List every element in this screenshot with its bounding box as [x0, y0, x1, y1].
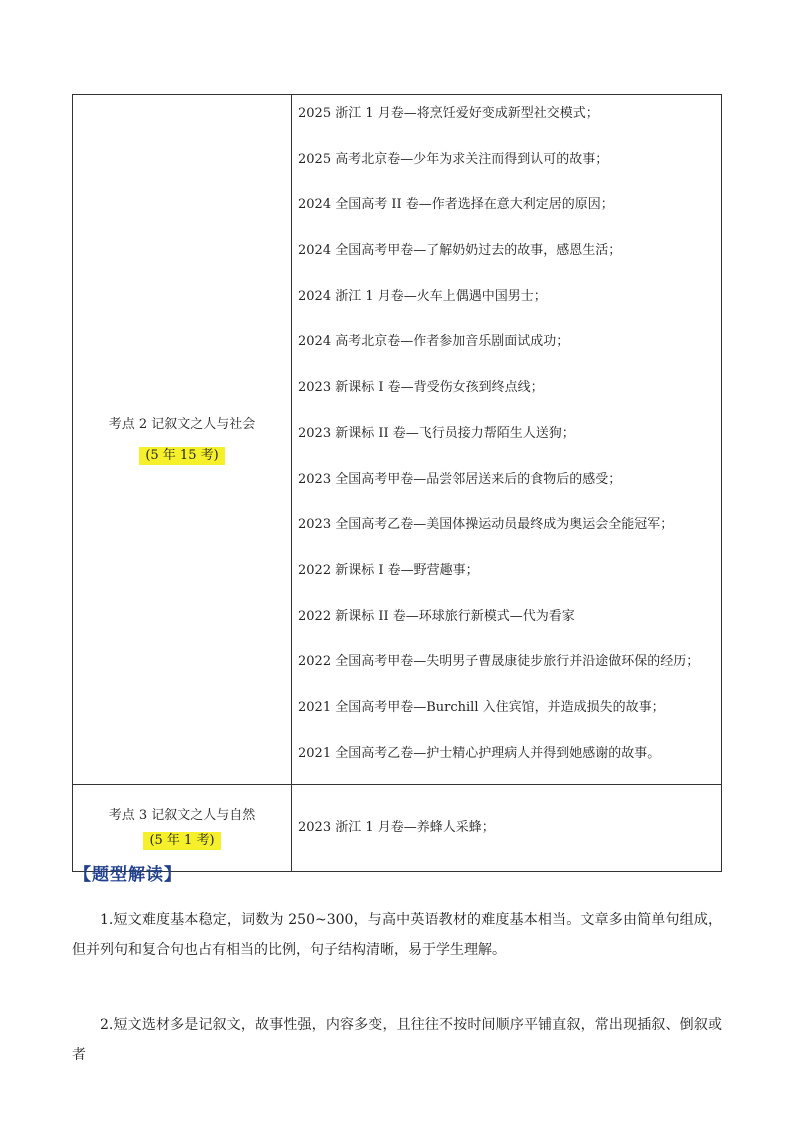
paragraph: 1.短文难度基本稳定，词数为 250~300，与高中英语教材的难度基本相当。文章多由简单句组成，但并列句和复合句也占有相当的比例，句子结构清晰，易于学生理解。	[72, 912, 722, 958]
exam-list	[292, 95, 721, 784]
topic-count-badge: (5 年 15 考)	[139, 447, 224, 465]
exam-list-cell	[292, 95, 722, 785]
topic-label: 考点 2 记叙文之人与社会	[108, 416, 256, 432]
list-item: 2024 全国高考 II 卷—作者选择在意大利定居的原因；	[298, 197, 614, 213]
table-row	[73, 785, 722, 872]
paragraph: 2.短文选材多是记叙文，故事性强，内容多变，且往往不按时间顺序平铺直叙，常出现插叙、倒叙或者	[72, 1017, 722, 1063]
list-item: 2025 高考北京卷—少年为求关注而得到认可的故事；	[298, 151, 609, 167]
list-item: 2022 全国高考甲卷—失明男子曹晟康徒步旅行并沿途做环保的经历；	[298, 654, 700, 670]
list-item: 2024 高考北京卷—作者参加音乐剧面试成功；	[298, 334, 570, 350]
exam-list-cell	[292, 785, 722, 872]
list-item: 2023 全国高考乙卷—美国体操运动员最终成为奥运会全能冠军；	[298, 517, 674, 533]
list-item: 2024 浙江 1 月卷—火车上偶遇中国男士；	[298, 288, 547, 304]
topic-label-cell	[73, 785, 292, 872]
list-item: 2021 全国高考乙卷—护士精心护理病人并得到她感谢的故事。	[298, 745, 661, 761]
topic-count-badge: (5 年 1 考)	[143, 832, 220, 850]
list-item: 2022 新课标 I 卷—野营趣事；	[298, 562, 479, 578]
list-item: 2022 新课标 II 卷—环球旅行新模式—代为看家	[298, 608, 575, 624]
list-item: 2023 浙江 1 月卷—养蜂人采蜂；	[298, 820, 495, 836]
list-item: 2025 浙江 1 月卷—将烹饪爱好变成新型社交模式；	[298, 106, 599, 121]
exam-topic-table	[72, 94, 722, 872]
list-item: 2021 全国高考甲卷—Burchill 入住宾馆，并造成损失的故事；	[298, 699, 665, 715]
topic-label: 考点 3 记叙文之人与自然	[108, 808, 256, 824]
list-item: 2023 全国高考甲卷—品尝邻居送来后的食物后的感受；	[298, 471, 622, 487]
section-heading: 【题型解读】	[74, 865, 182, 885]
list-item: 2023 新课标 I 卷—背受伤女孩到终点线；	[298, 380, 544, 396]
topic-label-cell	[73, 95, 292, 785]
exam-list	[292, 785, 721, 871]
list-item: 2023 新课标 II 卷—飞行员接力帮陌生人送狗；	[298, 425, 575, 441]
list-item: 2024 全国高考甲卷—了解奶奶过去的故事，感恩生活；	[298, 243, 622, 259]
table-row	[73, 95, 722, 785]
